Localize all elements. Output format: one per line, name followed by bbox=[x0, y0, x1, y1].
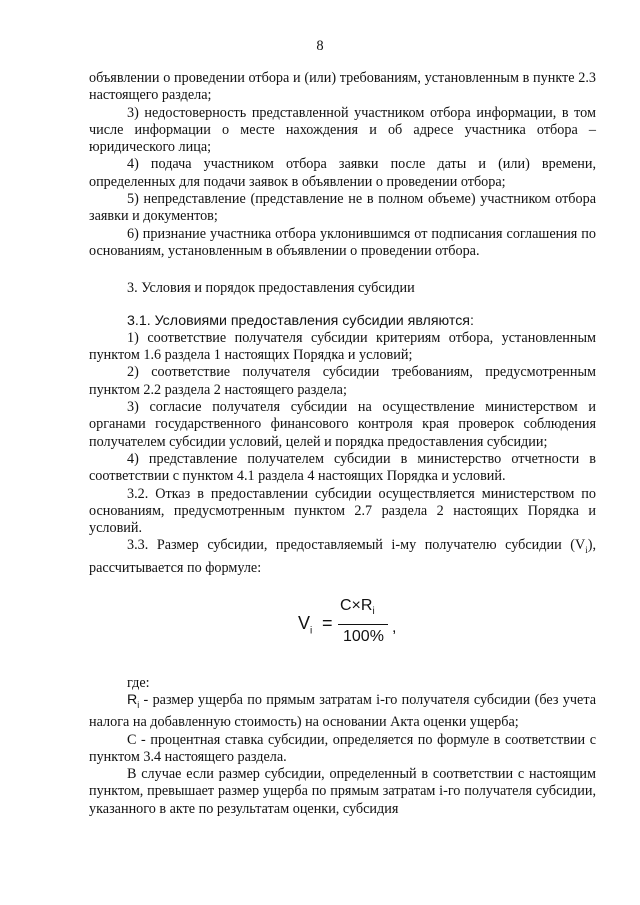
paragraph-item-4: 4) подача участником отбора заявки после даты и (или) времени, определенных для подачи заявок в объявлении о проведении отбора; bbox=[89, 156, 596, 190]
formula-denominator: 100% bbox=[343, 627, 384, 645]
formula-numerator: $C\times R_i$ bbox=[340, 596, 375, 618]
formula-lhs: $V_i$ bbox=[298, 612, 313, 637]
paragraph-excess-case: В случае если размер субсидии, определенный в соответствии с настоящим пунктом, превышает размер ущерба по прямым затратам i-го получателя субсидии, указанного в акте по результатам оценки, субсидия bbox=[89, 766, 596, 817]
paragraph-where: где: bbox=[127, 674, 150, 691]
paragraph-ri-definition bbox=[89, 692, 596, 731]
formula-block bbox=[89, 577, 596, 675]
page-number: 8 bbox=[316, 38, 324, 54]
ri-definition-text: - размер ущерба по прямым затратам i-го получателя субсидии (без учета налога на добавленную стоимость) на основании Акта оценки ущерба; bbox=[89, 692, 596, 731]
clause-3-3-text-a: 3.3. Размер субсидии, предоставляемый i-му получателю субсидии (V bbox=[127, 537, 586, 554]
ri-symbol: R bbox=[127, 692, 138, 709]
document-body bbox=[89, 70, 596, 818]
paragraph-condition-3: 3) согласие получателя субсидии на осуществление министерством и органами государственного финансового контроля края проверок соблюдения получателем субсидии условий, целей и порядка предоставления субсидии; bbox=[89, 399, 596, 450]
paragraph-condition-1: 1) соответствие получателя субсидии критериям отбора, установленным пунктом 1.6 раздела 1 настоящих Порядка и условий; bbox=[89, 329, 596, 364]
paragraph-c-definition: C - процентная ставка субсидии, определяется по формуле в соответствии с пунктом 3.4 настоящего раздела. bbox=[89, 731, 596, 765]
paragraph-item-5: 5) непредставление (представление не в полном объеме) участником отбора заявки и документов; bbox=[89, 191, 596, 225]
section-heading: 3. Условия и порядок предоставления субсидии bbox=[127, 280, 415, 297]
paragraph-item-6: 6) признание участника отбора уклонившимся от подписания соглашения по основаниям, установленным в объявлении о проведении отбора. bbox=[89, 225, 596, 259]
paragraph-condition-2: 2) соответствие получателя субсидии требованиям, предусмотренным пунктом 2.2 раздела 2 настоящего раздела; bbox=[89, 364, 596, 398]
formula-fraction-bar bbox=[338, 624, 388, 625]
clause-3-3-text-b: ), рассчитывается по формуле: bbox=[89, 537, 596, 576]
paragraph-3-2: 3.2. Отказ в предоставлении субсидии осуществляется министерством по основаниям, предусмотренным пунктом 2.7 раздела 2 настоящих Порядка и условий. bbox=[89, 485, 596, 537]
paragraph-condition-4: 4) представление получателем субсидии в министерство отчетности в соответствии с пунктом 4.1 раздела 4 настоящих Порядка и условий. bbox=[89, 450, 596, 485]
paragraph-3-1 bbox=[89, 313, 596, 330]
ri-subscript: i bbox=[137, 699, 140, 710]
formula-equals: = bbox=[322, 612, 333, 633]
clause-3-1-text: 3.1. Условиями предоставления субсидии являются: bbox=[127, 312, 474, 329]
formula-comma: , bbox=[392, 618, 397, 636]
vi-subscript: i bbox=[585, 545, 588, 556]
paragraph-item-3: 3) недостоверность представленной участником отбора информации, в том числе информации о месте нахождения и об адресе участника отбора – юридического лица; bbox=[89, 104, 596, 156]
paragraph-continuation: объявлении о проведении отбора и (или) требованиям, установленным в пункте 2.3 настоящего раздела; bbox=[89, 70, 596, 104]
subsidy-formula bbox=[298, 597, 408, 657]
paragraph-3-3 bbox=[89, 537, 596, 576]
